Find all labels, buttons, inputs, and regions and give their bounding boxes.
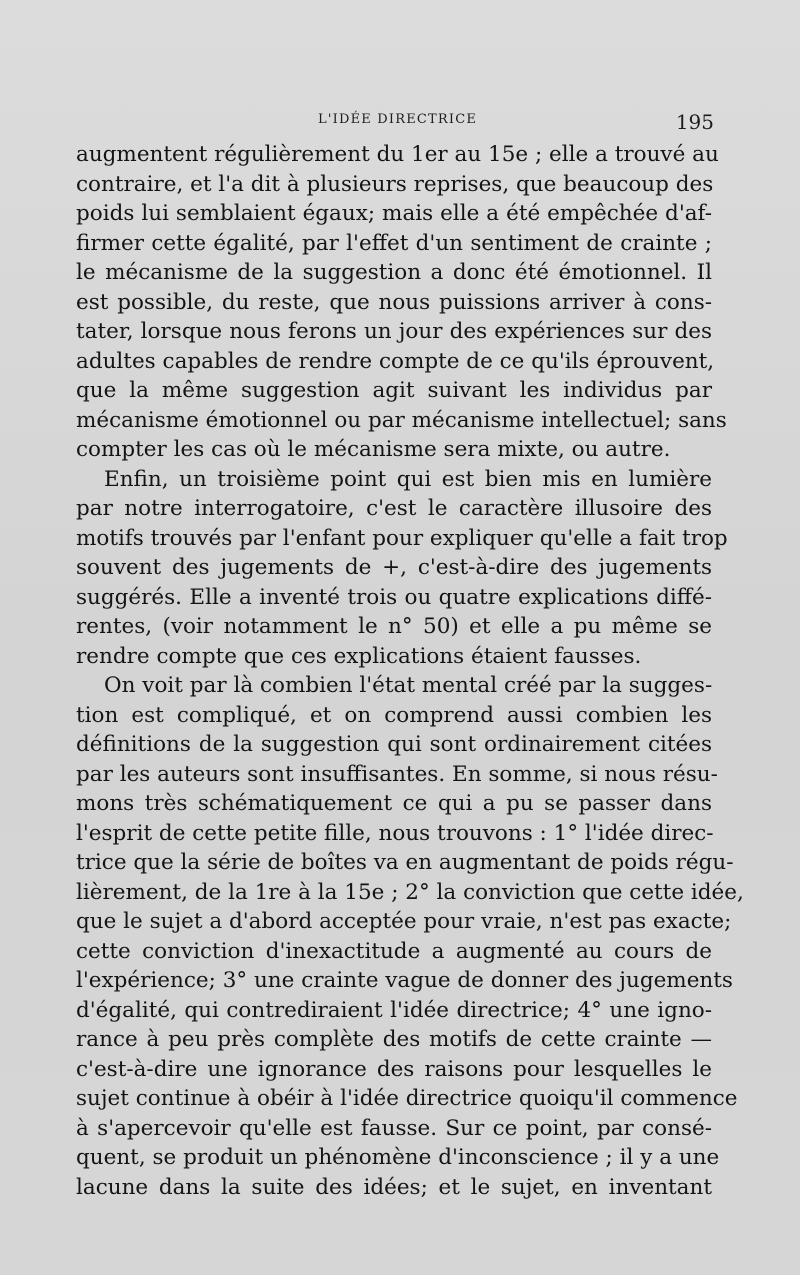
text-line: par notre interrogatoire, c'est le caractère illusoire des: [76, 496, 712, 521]
text-line: d'égalité, qui contrediraient l'idée directrice; 4° une igno-: [76, 997, 712, 1023]
text-line: compter les cas où le mécanisme sera mixte, ou autre.: [76, 437, 671, 462]
text-line: mons très schématiquement ce qui a pu se passer dans: [76, 791, 712, 816]
text-line: cette conviction d'inexactitude a augmenté au cours de: [76, 938, 712, 964]
text-line: souvent des jugements de +, c'est-à-dire des jugements: [76, 555, 712, 580]
text-line: lièrement, de la 1re à la 15e ; 2° la conviction que cette idée,: [76, 879, 744, 905]
text-line: mécanisme émotionnel ou par mécanisme intellectuel; sans: [76, 407, 727, 433]
text-line: trice que la série de boîtes va en augmentant de poids régu-: [76, 850, 734, 875]
text-line: Enfin, un troisième point qui est bien mis en lumière: [104, 466, 712, 492]
text-line: à s'apercevoir qu'elle est fausse. Sur ce point, par consé-: [76, 1115, 712, 1141]
text-line: l'esprit de cette petite fille, nous trouvons : 1° l'idée direc-: [76, 820, 714, 846]
text-line: motifs trouvés par l'enfant pour expliquer qu'elle a fait trop: [76, 525, 728, 551]
text-line: augmentent régulièrement du 1er au 15e ; elle a trouvé au: [76, 142, 719, 167]
text-line: suggérés. Elle a inventé trois ou quatre explications diffé-: [76, 584, 712, 610]
text-line: par les auteurs sont insuffisantes. En somme, si nous résu-: [76, 761, 718, 787]
text-line: le mécanisme de la suggestion a donc été émotionnel. Il: [76, 260, 712, 285]
page-header: [78, 112, 718, 136]
text-line: contraire, et l'a dit à plusieurs reprises, que beaucoup des: [76, 171, 714, 197]
text-line: sujet continue à obéir à l'idée directrice quoiqu'il commence: [76, 1086, 738, 1111]
text-line: que la même suggestion agit suivant les individus par: [76, 378, 712, 403]
text-line: rendre compte que ces explications étaient fausses.: [76, 643, 642, 669]
text-line: quent, se produit un phénomène d'inconscience ; il y a une: [76, 1145, 720, 1170]
text-line: tater, lorsque nous ferons un jour des expériences sur des: [76, 319, 712, 344]
text-line: c'est-à-dire une ignorance des raisons pour lesquelles le: [76, 1056, 712, 1082]
text-line: poids lui semblaient égaux; mais elle a été empêchée d'af-: [76, 201, 712, 226]
text-line: tion est compliqué, et on comprend aussi combien les: [76, 702, 712, 728]
text-line: définitions de la suggestion qui sont ordinairement citées: [76, 732, 712, 757]
running-head: L'IDÉE DIRECTRICE: [318, 112, 478, 127]
text-line: rentes, (voir notamment le n° 50) et elle a pu même se: [76, 614, 712, 639]
text-line: On voit par là combien l'état mental créé par la sugges-: [104, 673, 713, 698]
text-line: est possible, du reste, que nous puissions arriver à cons-: [76, 289, 712, 315]
text-line: lacune dans la suite des idées; et le sujet, en inventant: [76, 1174, 712, 1200]
text-line: l'expérience; 3° une crainte vague de donner des jugements: [76, 968, 733, 993]
page-number: 195: [675, 110, 714, 134]
text-line: adultes capables de rendre compte de ce qu'ils éprouvent,: [76, 348, 715, 374]
body-text: [76, 140, 744, 1220]
text-line: que le sujet a d'abord acceptée pour vraie, n'est pas exacte;: [76, 909, 732, 934]
text-line: rance à peu près complète des motifs de cette crainte —: [76, 1027, 712, 1052]
text-line: firmer cette égalité, par l'effet d'un sentiment de crainte ;: [76, 230, 712, 256]
